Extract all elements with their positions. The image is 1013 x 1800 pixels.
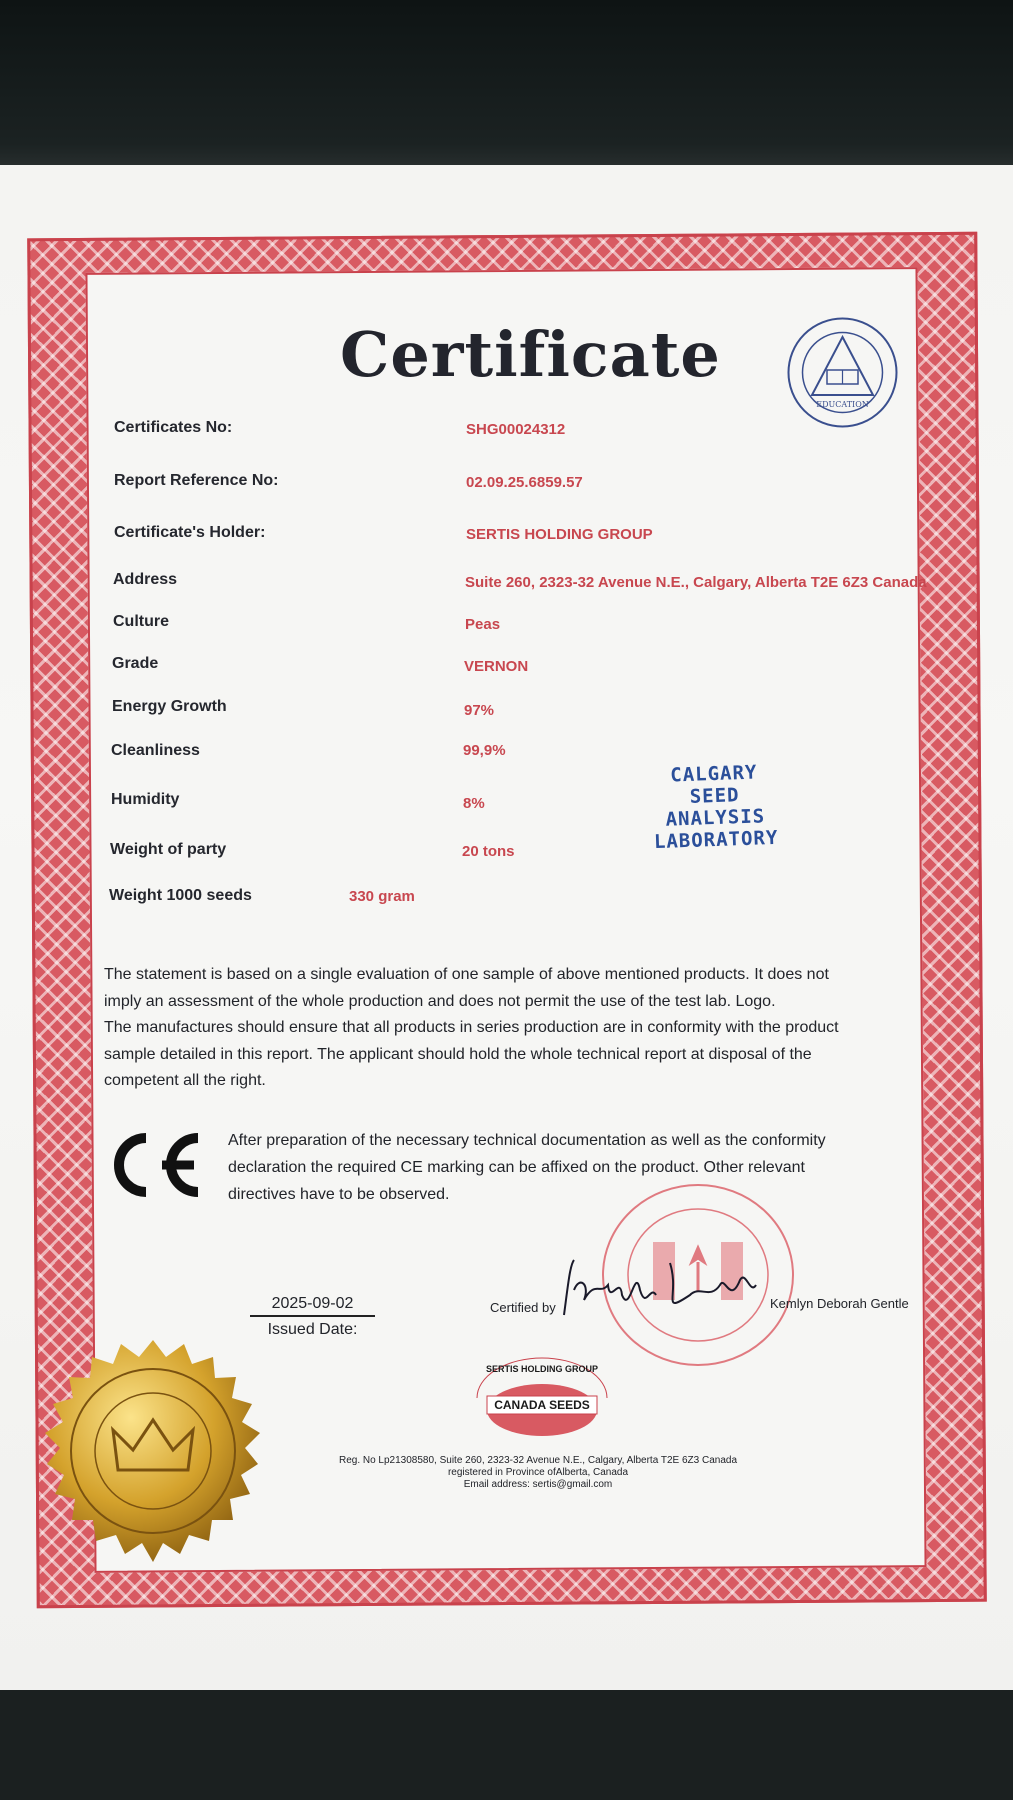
signer-name: Kemlyn Deborah Gentle: [770, 1296, 909, 1311]
field-label: Weight 1000 seeds: [109, 887, 252, 904]
ce-line: After preparation of the necessary technical documentation as well as the conformity: [228, 1132, 826, 1149]
gold-seal-icon: [18, 1335, 288, 1605]
field-value: 99,9%: [463, 742, 506, 759]
field-value: 330 gram: [349, 888, 415, 905]
statement-paragraph: [104, 962, 924, 1095]
lab-stamp-line: CALGARY: [669, 761, 758, 787]
field-value: 20 tons: [462, 843, 515, 860]
statement-line: The manufactures should ensure that all products in series production are in conformity with the product: [104, 1019, 839, 1036]
field-value: 97%: [464, 702, 495, 719]
background-surface: [0, 1690, 1013, 1800]
lab-stamp-line: SEED: [689, 784, 740, 808]
seed-analysts-seal-icon: [785, 315, 900, 430]
field-value: Suite 260, 2323-32 Avenue N.E., Calgary, Alberta T2E 6Z3 Canada: [465, 574, 927, 591]
registration-footer: [298, 1455, 778, 1491]
svg-text:CANADA SEEDS: CANADA SEEDS: [494, 1398, 590, 1412]
field-label: Energy Growth: [112, 698, 227, 715]
field-value: 8%: [463, 795, 485, 812]
certificate-title: Certificate: [340, 318, 721, 391]
footer-line: registered in Province ofAlberta, Canada: [447, 1467, 629, 1478]
signature-icon: [560, 1255, 760, 1325]
field-value: 02.09.25.6859.57: [466, 474, 583, 491]
svg-text:SERTIS HOLDING GROUP: SERTIS HOLDING GROUP: [485, 1364, 599, 1374]
canada-seeds-logo-icon: [462, 1350, 622, 1440]
field-label: Weight of party: [110, 841, 227, 858]
lab-stamp-line: LABORATORY: [653, 826, 779, 854]
statement-line: imply an assessment of the whole production and does not permit the use of the test lab. Logo.: [104, 992, 776, 1010]
issued-date: 2025-09-02: [250, 1295, 375, 1317]
statement-line: The statement is based on a single evaluation of one sample of above mentioned products. It does not: [104, 966, 829, 983]
field-label: Certificate's Holder:: [114, 524, 266, 541]
field-label: Grade: [112, 655, 159, 672]
field-label: Certificates No:: [114, 419, 233, 436]
statement-line: sample detailed in this report. The applicant should hold the whole technical report at disposal of the: [104, 1045, 812, 1063]
statement-line: competent all the right.: [104, 1072, 266, 1089]
field-label: Address: [113, 571, 178, 588]
field-value: SERTIS HOLDING GROUP: [466, 526, 653, 543]
field-label: Report Reference No:: [114, 472, 279, 489]
lab-stamp-line: ANALYSIS: [665, 805, 766, 831]
ce-mark-icon: [100, 1130, 204, 1200]
field-label: Humidity: [111, 791, 180, 808]
issued-date-block: [250, 1295, 375, 1339]
field-label: Culture: [113, 613, 169, 630]
ce-line: directives have to be observed.: [228, 1186, 450, 1203]
field-value: VERNON: [464, 658, 529, 675]
issued-date-label: Issued Date:: [267, 1321, 358, 1338]
certified-by-label: Certified by: [490, 1300, 556, 1315]
svg-text:EDUCATION: EDUCATION: [816, 400, 869, 409]
field-value: SHG00024312: [466, 421, 566, 438]
ce-line: declaration the required CE marking can be affixed on the product. Other relevant: [228, 1159, 805, 1176]
lab-stamp: [644, 761, 787, 854]
ce-declaration: [228, 1127, 908, 1208]
field-value: Peas: [465, 616, 501, 633]
footer-line: Email address: sertis@gmail.com: [463, 1479, 613, 1490]
footer-line: Reg. No Lp21308580, Suite 260, 2323-32 Avenue N.E., Calgary, Alberta T2E 6Z3 Canada: [338, 1455, 738, 1466]
field-label: Cleanliness: [111, 742, 200, 759]
